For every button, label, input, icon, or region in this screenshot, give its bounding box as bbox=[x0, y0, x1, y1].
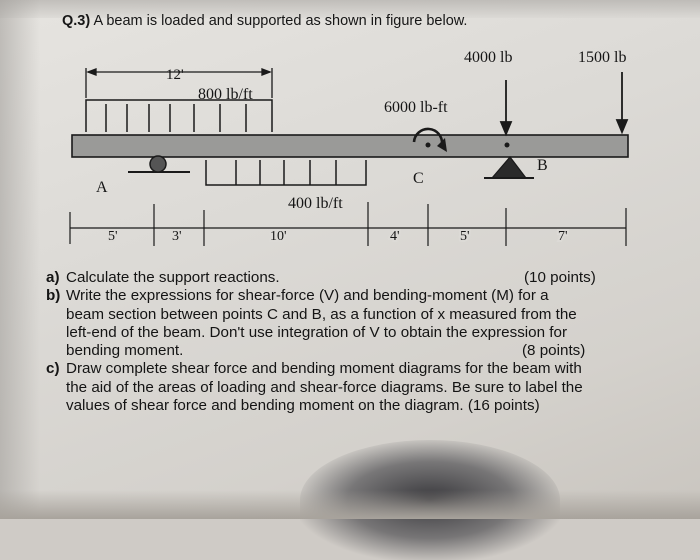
part-b-line-1: Write the expressions for shear-force (V) and bending-moment (M) for a bbox=[66, 287, 549, 305]
dim-5ft-left-label: 5' bbox=[108, 229, 118, 244]
support-a bbox=[128, 156, 190, 172]
part-b-letter: b) bbox=[46, 287, 61, 305]
question-text: A beam is loaded and supported as shown in figure below. bbox=[93, 13, 468, 29]
part-b-line-2: beam section between points C and B, as a function of x measured from the bbox=[66, 305, 577, 323]
part-c-letter: c) bbox=[46, 360, 60, 378]
beam bbox=[72, 135, 628, 157]
point-load-1500-arrow bbox=[617, 72, 627, 132]
part-a-letter: a) bbox=[46, 269, 60, 286]
dim-10ft-label: 10' bbox=[270, 229, 287, 244]
part-c bbox=[46, 360, 676, 415]
part-a-points: (10 points) bbox=[524, 269, 596, 286]
part-b-points: (8 points) bbox=[522, 342, 586, 360]
distributed-load-400 bbox=[206, 160, 366, 185]
point-load-4000-label: 4000 lb bbox=[464, 49, 513, 66]
dist-load-400-label: 400 lb/ft bbox=[288, 195, 343, 212]
beam-figure bbox=[0, 0, 700, 270]
part-c-line-3: values of shear force and bending moment on the diagram. (16 points) bbox=[66, 397, 540, 415]
part-a bbox=[46, 269, 676, 287]
part-b bbox=[46, 287, 676, 360]
dim-7ft-label: 7' bbox=[558, 229, 568, 244]
distributed-load-800 bbox=[86, 100, 272, 132]
part-c-line-2: the aid of the areas of loading and shear-force diagrams. Be sure to label the bbox=[66, 378, 583, 396]
part-a-line-1: Calculate the support reactions. bbox=[66, 269, 280, 286]
point-load-1500-label: 1500 lb bbox=[578, 49, 627, 66]
support-b-label: B bbox=[537, 157, 548, 174]
bottom-shade bbox=[0, 490, 700, 519]
question-parts bbox=[46, 269, 676, 415]
moment-label: 6000 lb-ft bbox=[384, 99, 448, 116]
dim-5ft-right-label: 5' bbox=[460, 229, 470, 244]
point-c-label: C bbox=[413, 170, 424, 187]
support-a-label: A bbox=[96, 179, 108, 196]
part-b-line-4: bending moment. bbox=[66, 342, 184, 360]
point-load-4000-arrow bbox=[501, 80, 511, 134]
dim-4ft-label: 4' bbox=[390, 229, 400, 244]
part-b-line-3: left-end of the beam. Don't use integration of V to obtain the expression for bbox=[66, 323, 568, 341]
dim-3ft-label: 3' bbox=[172, 229, 182, 244]
bottom-dimension-line bbox=[70, 202, 626, 246]
dim-top-label: 12' bbox=[166, 67, 184, 83]
part-c-line-1: Draw complete shear force and bending moment diagrams for the beam with bbox=[66, 360, 582, 378]
dist-load-800-label: 800 lb/ft bbox=[198, 86, 253, 103]
question-number: Q.3) bbox=[62, 13, 91, 29]
